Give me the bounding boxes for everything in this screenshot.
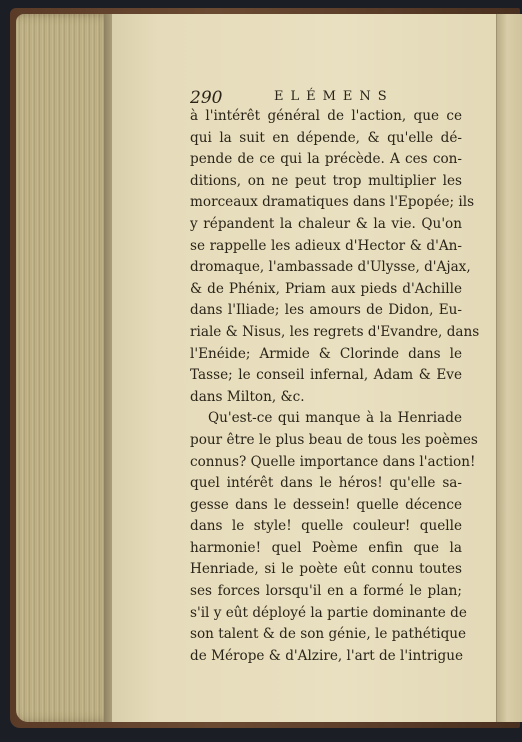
page-edges	[16, 14, 114, 722]
text-line: dans l'Iliade; les amours de Didon, Eu-	[190, 302, 462, 319]
text-line: se rappelle les adieux d'Hector & d'An-	[190, 237, 462, 254]
text-line: pende de ce qui la précède. A ces con-	[190, 151, 462, 168]
text-line: riale & Nisus, les regrets d'Evandre, dans	[190, 323, 480, 340]
page-number: 290	[190, 88, 223, 108]
text-line: gesse dans le dessein! quelle décence	[190, 496, 462, 513]
text-line: l'Enéide; Armide & Clorinde dans le	[190, 345, 462, 362]
text-line: morceaux dramatiques dans l'Epopée; ils	[190, 194, 475, 211]
text-line: son talent & de son génie, le pathétique	[190, 626, 467, 643]
text-line: à l'intérêt général de l'action, que ce	[190, 108, 462, 124]
text-line: Henriade, si le poète eût connu toutes	[190, 561, 462, 578]
text-line: connus? Quelle importance dans l'action!	[190, 453, 476, 470]
text-line: ses forces lorsqu'il en a formé le plan;	[190, 583, 462, 600]
running-title: ELÉMENS	[274, 89, 394, 104]
text-line: quel intérêt dans le héros! qu'elle sa-	[190, 475, 462, 492]
text-line: pour être le plus beau de tous les poèmes	[190, 431, 478, 448]
next-page-edge	[496, 14, 522, 722]
text-line: ditions, on ne peut trop multiplier les	[190, 172, 462, 189]
text-line: de Mérope & d'Alzire, l'art de l'intrigue	[190, 647, 464, 664]
running-head	[190, 88, 410, 108]
body-text	[190, 106, 480, 667]
text-line: y répandent la chaleur & la vie. Qu'on	[190, 215, 462, 232]
text-line: Qu'est-ce qui manque à la Henriade	[208, 410, 462, 427]
text-line: s'il y eût déployé la partie dominante de	[190, 604, 467, 621]
text-line: & de Phénix, Priam aux pieds d'Achille	[190, 280, 462, 297]
text-line: dans Milton, &c.	[190, 388, 305, 405]
text-line: Tasse; le conseil infernal, Adam & Eve	[190, 367, 462, 384]
text-line: qui la suit en dépende, & qu'elle dé-	[190, 129, 462, 146]
text-line: harmonie! quel Poème enfin que la	[190, 539, 462, 556]
text-line: dromaque, l'ambassade d'Ulysse, d'Ajax,	[190, 259, 471, 276]
text-line: dans le style! quelle couleur! quelle	[190, 518, 462, 535]
